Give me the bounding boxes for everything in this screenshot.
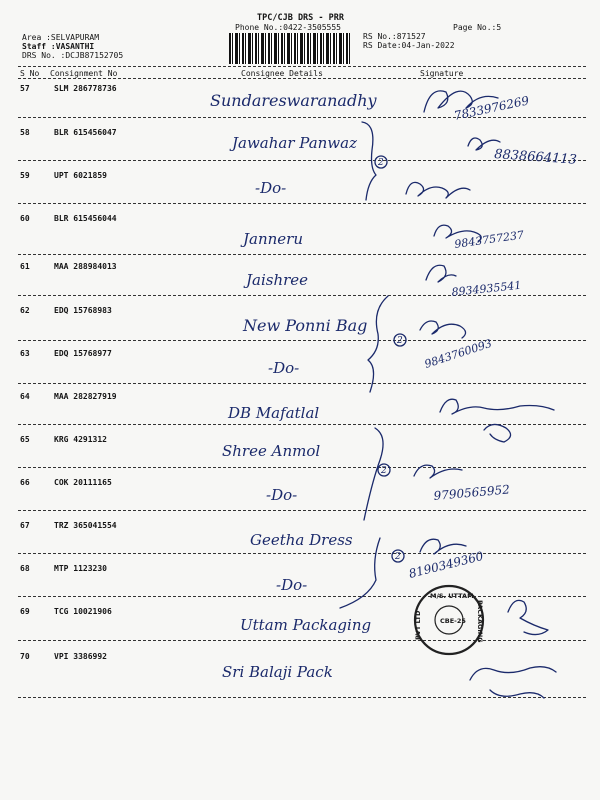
row-63-serial: 63 [20, 349, 30, 358]
row-70-consignment: VPI 3386992 [54, 652, 107, 661]
row-70-serial: 70 [20, 652, 30, 661]
row-65-consignee-handwriting: Shree Anmol [222, 442, 321, 460]
row-68-serial: 68 [20, 564, 30, 573]
row-69-serial: 69 [20, 607, 30, 616]
rs-date: RS Date:04-Jan-2022 [363, 41, 455, 50]
signature-scribble-icon [406, 182, 470, 198]
row-63-consignment: EDQ 15768977 [54, 349, 112, 358]
circled-count-label: 2 [378, 158, 384, 168]
rs-number: RS No.:871527 [363, 32, 426, 41]
stamp-company-name: M/S. UTTAM [430, 592, 474, 600]
row-64-consignee-handwriting: DB Mafatlal [228, 404, 320, 422]
row-65-consignment: KRG 4291312 [54, 435, 107, 444]
row-68-consignment: MTP 1123230 [54, 564, 107, 573]
row-58-consignee-handwriting: Jawahar Panwaz [232, 134, 357, 152]
row-69-consignee-handwriting: Uttam Packaging [240, 616, 372, 634]
signature-scribble-icon [420, 321, 466, 338]
col-consignee-details: Consignee Details [241, 69, 323, 78]
circled-count-label: 2 [395, 552, 401, 562]
row-62-serial: 62 [20, 306, 30, 315]
col-s-no: S No [20, 69, 40, 78]
phone-number: Phone No.:0422-3505555 [235, 23, 341, 32]
row-62-consignment: EDQ 15768983 [54, 306, 112, 315]
handwritten-phone: 8190349360 [407, 548, 485, 581]
row-58-consignment: BLR 615456047 [54, 128, 117, 137]
signature-scribble-icon [414, 465, 462, 478]
row-69-consignment: TCG 10021906 [54, 607, 112, 616]
row-62-consignee-handwriting: New Ponni Bag [243, 316, 368, 335]
row-59-serial: 59 [20, 171, 30, 180]
signature-scribble-icon [440, 399, 554, 414]
row-61-consignee-handwriting: Jaishree [246, 271, 309, 289]
col-signature: Signature [420, 69, 464, 78]
row-61-serial: 61 [20, 262, 30, 271]
handwritten-phone: 8838664113 [493, 147, 578, 168]
staff-label: Staff :VASANTHI [22, 42, 95, 51]
row-70-consignee-handwriting: Sri Balaji Pack [222, 663, 333, 681]
row-59-consignee-handwriting: -Do- [255, 179, 287, 197]
drs-number: DRS No. :DCJB87152705 [22, 51, 124, 60]
row-64-consignment: MAA 282827919 [54, 392, 117, 401]
handwritten-phone: 9790565952 [433, 482, 511, 503]
row-66-serial: 66 [20, 478, 30, 487]
handwritten-phone: 7833976269 [452, 93, 531, 123]
row-67-consignment: TRZ 365041554 [54, 521, 117, 530]
signature-scribble-icon [426, 265, 456, 282]
circled-count-label: 2 [381, 466, 387, 476]
row-65-serial: 65 [20, 435, 30, 444]
row-66-consignment: COK 20111165 [54, 478, 112, 487]
area-label: Area :SELVAPURAM [22, 33, 100, 42]
row-57-serial: 57 [20, 84, 30, 93]
row-67-serial: 67 [20, 521, 30, 530]
col-consignment-no: Consignment No [50, 69, 118, 78]
company-stamp [414, 586, 484, 654]
row-64-serial: 64 [20, 392, 30, 401]
row-57-consignment: SLM 286778736 [54, 84, 117, 93]
signature-scribble-icon [508, 600, 548, 634]
signature-scribble-icon [470, 667, 556, 698]
stamp-location-code: CBE-25 [440, 617, 466, 625]
page-number: Page No.:5 [453, 23, 502, 32]
row-60-serial: 60 [20, 214, 30, 223]
row-61-consignment: MAA 288984013 [54, 262, 117, 271]
signature-scribble-icon [420, 539, 466, 554]
handwritten-phone: 9843757237 [453, 228, 525, 251]
row-66-consignee-handwriting: -Do- [266, 486, 298, 504]
row-57-consignee-handwriting: Sundareswaranadhy [210, 91, 377, 110]
handwritten-phone: 8934935541 [450, 278, 522, 299]
row-59-consignment: UPT 6021859 [54, 171, 107, 180]
handwritten-phone: 9843760093 [422, 336, 494, 371]
signature-scribble-icon [484, 424, 511, 442]
stamp-suffix: PVT LTD [414, 610, 422, 640]
row-68-consignee-handwriting: -Do- [276, 576, 308, 594]
row-60-consignee-handwriting: Janneru [243, 230, 303, 248]
row-67-consignee-handwriting: Geetha Dress [250, 531, 353, 549]
row-58-serial: 58 [20, 128, 30, 137]
document-title: TPC/CJB DRS - PRR [257, 13, 344, 23]
circled-count-label: 2 [397, 336, 403, 346]
row-60-consignment: BLR 615456044 [54, 214, 117, 223]
stamp-company-type: PACKAGING [476, 600, 484, 643]
row-63-consignee-handwriting: -Do- [268, 359, 300, 377]
